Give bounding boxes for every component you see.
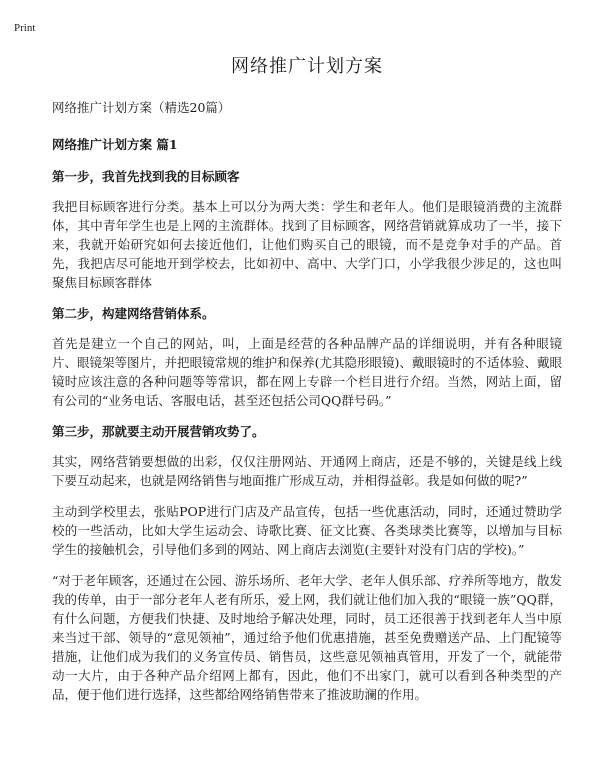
step-2-heading: 第二步，构建网络营销体系。 bbox=[52, 306, 215, 321]
step-2-paragraph-1: 首先是建立一个自己的网站，叫，上面是经营的各种品牌产品的详细说明，并有各种眼镜片、眼镜架等图片，并把眼镜常规的维护和保养(尤其隐形眼镜)、戴眼镜时的不适体验、戴眼镜时应该注意的各种问题等等常识，都在网上专辟一个栏目进行介绍。当然，网站上面，留有公司的“业务电话、客服电话，甚至还包括公司QQ群号码。” bbox=[52, 336, 562, 408]
document-subtitle: 网络推广计划方案（精选20篇） bbox=[52, 100, 231, 115]
step-3-paragraph-1: 其实，网络营销要想做的出彩，仅仅注册网站、开通网上商店，还是不够的，关键是线上线下要互动起来，也就是网络销售与地面推广形成互动，并相得益彰。我是如何做的呢?” bbox=[52, 454, 562, 488]
document-page bbox=[52, 52, 562, 716]
page-title: 网络推广计划方案 bbox=[231, 56, 383, 77]
print-link[interactable]: Print bbox=[14, 22, 36, 34]
step-1-paragraph-1: 我把目标顾客进行分类。基本上可以分为两大类：学生和老年人。他们是眼镜消费的主流群体，其中青年学生也是上网的主流群体。找到了目标顾客，网络营销就算成功了一半，接下来，我就开始研究如何去接近他们，让他们购买自己的眼镜，而不是竞争对手的产品。首先，我把店尽可能地开到学校去，比如初中、高中、大学门口，小学我很少涉足的，这也叫聚焦目标顾客群体 bbox=[52, 199, 562, 290]
step-3-paragraph-2: 主动到学校里去，张贴POP进行门店及产品宣传，包括一些优惠活动，同时，还通过赞助学校的一些活动，比如大学生运动会、诗歌比赛、征文比赛、各类球类比赛等，以增加与目标学生的接触机会，引导他们多到的网站、网上商店去浏览(主要针对没有门店的学校)。” bbox=[52, 504, 562, 557]
step-3-heading: 第三步，那就要主动开展营销攻势了。 bbox=[52, 424, 265, 439]
section-heading: 网络推广计划方案 篇1 bbox=[52, 137, 178, 152]
step-1-heading: 第一步，我首先找到我的目标顾客 bbox=[52, 169, 240, 184]
step-3-paragraph-3: “对于老年顾客，还通过在公园、游乐场所、老年大学、老年人俱乐部、疗养所等地方，散发我的传单，由于一部分老年人老有所乐，爱上网，我们就让他们加入我的“眼镜一族”QQ群，有什么问题，方便我们快捷、及时地给予解决处理，同时，员工还很善于找到老年人当中原来当过干部、领导的“意见领袖”，通过给予他们优惠措施，甚至免费赠送产品、上门配镜等措施，让他们成为我们的义务宣传员、销售员，这些意见领袖真管用，开发了一个，就能带动一大片，由于各种产品介绍网上都有，因此，他们不出家门，就可以看到各种类型的产品，便于他们进行选择，这些都给网络销售带来了推波助澜的作用。 bbox=[52, 573, 562, 702]
